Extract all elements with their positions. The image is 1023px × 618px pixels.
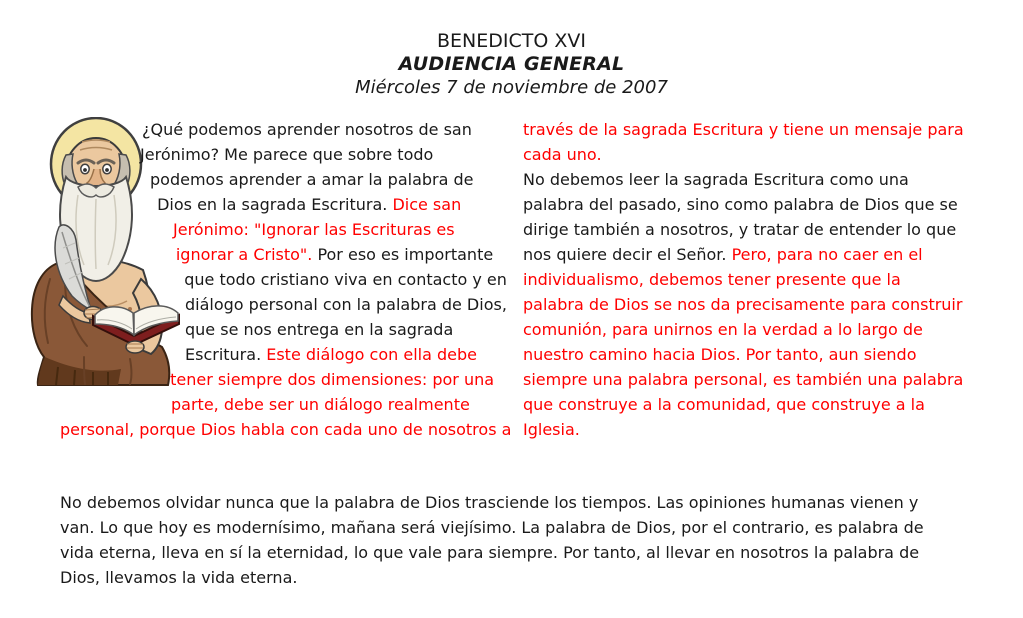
text-segment: Dice san Jerónimo: "Ignorar las Escrituras es ignorar a Cristo". <box>173 195 462 264</box>
text-segment: Por eso es importante que todo cristiano viva en contacto y en diálogo personal con la palabra de Dios, que se nos entrega en la sagrada Escritura. <box>184 245 507 364</box>
header-date: Miércoles 7 de noviembre de 2007 <box>355 77 668 98</box>
header-subtitle: AUDIENCIA GENERAL <box>398 53 625 75</box>
document-header <box>0 30 1023 99</box>
right-column-paragraph-1 <box>523 117 965 167</box>
text-segment: ¿Qué podemos aprender nosotros de san Jerónimo? Me parece que sobre todo podemos aprender a amar la palabra de Dios en la sagrada Escritura. <box>140 120 474 214</box>
text-segment: través de la sagrada Escritura y tiene un mensaje para cada uno. <box>523 120 964 164</box>
header-title: BENEDICTO XVI <box>437 30 586 52</box>
column-left <box>30 117 512 442</box>
right-column-paragraph-2 <box>523 167 965 442</box>
closing-paragraph: No debemos olvidar nunca que la palabra de Dios trasciende los tiempos. Las opiniones humanas vienen y van. Lo que hoy es modernísimo, mañana será viejísimo. La palabra de Dios, por el contrario, es palabra de vida eterna, lleva en sí la eternidad, lo que vale para siempre. Por tanto, al llevar en nosotros la palabra de Dios, llevamos la vida eterna. <box>60 493 924 587</box>
column-right <box>523 117 965 442</box>
text-segment: Este diálogo con ella debe tener siempre dos dimensiones: por una parte, debe ser un diálogo realmente personal, porque Dios habla con cada uno de nosotros a <box>60 345 512 439</box>
text-segment: Pero, para no caer en el individualismo, debemos tener presente que la palabra de Dios se nos da precisamente para construir comunión, para unirnos en la verdad a lo largo de nuestro camino hacia Dios. Por tanto, aun siendo siempre una palabra personal, es también una palabra que construye a la comunidad, que construye a la Iglesia. <box>523 245 964 439</box>
text-segment: No debemos leer la sagrada Escritura como una palabra del pasado, sino como palabra de Dios que se dirige también a nosotros, y tratar de entender lo que nos quiere decir el Señor. <box>523 170 958 264</box>
